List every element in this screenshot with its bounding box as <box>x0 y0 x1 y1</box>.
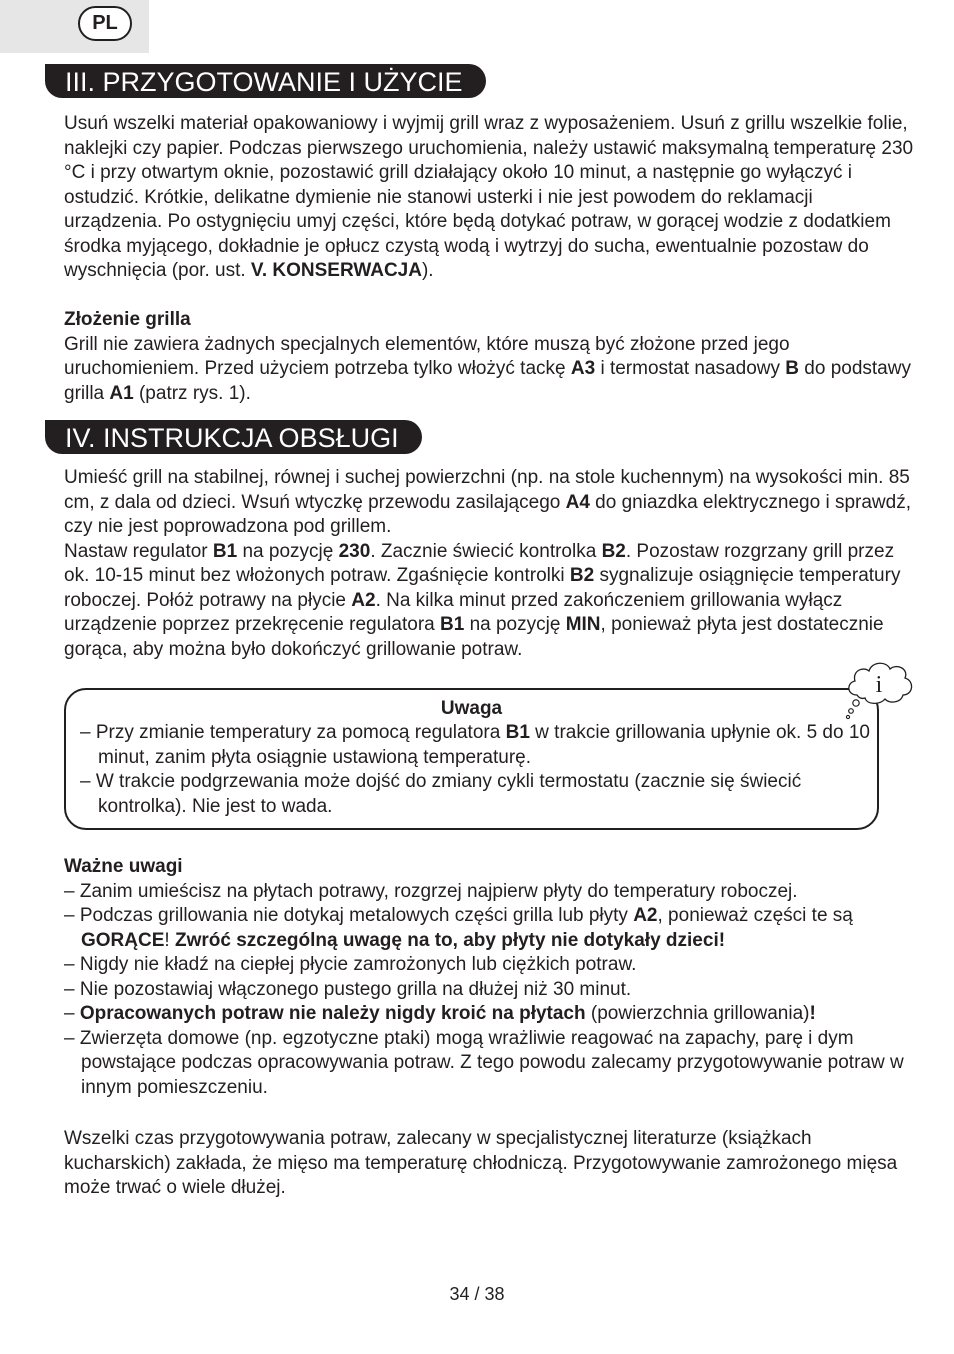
important-item: – Nigdy nie kładź na ciepłej płycie zamrożonych lub ciężkich potraw. <box>64 954 637 975</box>
note-box <box>64 688 879 830</box>
important-item: – Zwierzęta domowe (np. egzotyczne ptaki) mogą wrażliwie reagować na zapachy, parę i dym powstające podczas opracowywania potraw. Z tego powodu zalecamy przygotowywanie potraw w innym pomieszczeniu. <box>64 1027 904 1098</box>
language-badge: PL <box>78 6 132 41</box>
note-item: – W trakcie podgrzewania może dojść do zmiany cykli termostatu (zacznie się świecić kontrolka). Nie jest to wada. <box>80 771 802 817</box>
page-number: 34 / 38 <box>449 1284 505 1304</box>
section-heading-preparation: III. PRZYGOTOWANIE I UŻYCIE <box>45 64 486 98</box>
note-body <box>80 721 870 819</box>
important-item: – Zanim umieścisz na płytach potrawy, rozgrzej najpierw płyty do temperatury roboczej. <box>64 880 798 902</box>
info-letter: i <box>875 672 883 698</box>
important-title: Ważne uwagi <box>64 856 183 877</box>
preparation-intro: Usuń wszelki materiał opakowaniowy i wyjmij grill wraz z wyposażeniem. Usuń z grillu wszelkie folie, naklejki czy papier. Podczas pierwszego uruchomienia, należy ustawić maksymalną temperaturę 230 °C i przy otwartym oknie, pozostawić grill działający około 10 minut, a następnie go wyłączyć i ostudzić. Krótkie, delikatne dymienie nie stanowi usterki i nie jest powodem do reklamacji urządzenia. Po ostygnięciu umyj części, które będą dotykać potraw, w gorącej wodzie z dodatkiem środka myjącego, dokładnie je opłucz czystą wodą i wytrzyj do sucha, ewentualnie pozostaw do wyschnięcia (por. ust. V. KONSERWACJA). <box>64 113 914 281</box>
note-item: – Przy zmianie temperatury za pomocą regulatora B1 w trakcie grillowania upłynie ok. 5 do 10 minut, zanim płyta osiągnie ustawioną temperaturę. <box>80 722 870 768</box>
important-notes <box>64 855 914 1100</box>
operation-paragraph-1: Umieść grill na stabilnej, równej i suchej powierzchni (np. na stole kuchennym) na wysokości min. 85 cm, z dala od dzieci. Wsuń wtyczkę przewodu zasilającego A4 do gniazdka elektrycznego i sprawdź, czy nie jest poprowadzona pod grillem. <box>64 467 911 537</box>
operation-paragraph-2: Nastaw regulator B1 na pozycję 230. Zacznie świecić kontrolka B2. Pozostaw rozgrzany grill przez ok. 10-15 minut bez włożonych potraw. Zgaśnięcie kontrolki B2 sygnalizuje osiągnięcie temperatury roboczej. Połóż potrawy na płycie A2. Na kilka minut przed zakończeniem grillowania wyłącz urządzenie poprzez przekręcenie regulatora B1 na pozycję MIN, ponieważ płyta jest dostatecznie gorąca, aby można było dokończyć grillowanie potraw. <box>64 540 901 660</box>
important-item: – Podczas grillowania nie dotykaj metalowych części grilla lub płyty A2, ponieważ części te są GORĄCE! Zwróć szczególną uwagę na to, aby płyty nie dotykały dzieci! <box>64 905 853 951</box>
closing-paragraph: Wszelki czas przygotowywania potraw, zalecany w specjalistycznej literaturze (książkach kucharskich) zakłada, że mięso ma temperaturę chłodniczą. Przygotowywanie zamrożonego mięsa może trwać o wiele dłużej. <box>64 1128 898 1198</box>
note-title: Uwaga <box>440 698 503 719</box>
info-cloud-icon <box>843 657 915 723</box>
assembly-block <box>64 308 914 406</box>
assembly-title: Złożenie grilla <box>64 309 191 330</box>
assembly-text: Grill nie zawiera żadnych specjalnych elementów, które muszą być złożone przed jego uruchomieniem. Przed użyciem potrzeba tylko włożyć tackę A3 i termostat nasadowy B do podstawy grilla A1 (patrz rys. 1). <box>64 333 911 404</box>
important-item: – Nie pozostawiaj włączonego pustego grilla na dłużej niż 30 minut. <box>64 978 632 1000</box>
section-heading-operation: IV. INSTRUKCJA OBSŁUGI <box>45 420 422 454</box>
language-tab <box>0 0 149 53</box>
important-item: – Opracowanych potraw nie należy nigdy kroić na płytach (powierzchnia grillowania)! <box>64 1003 816 1024</box>
operation-text <box>64 466 914 662</box>
